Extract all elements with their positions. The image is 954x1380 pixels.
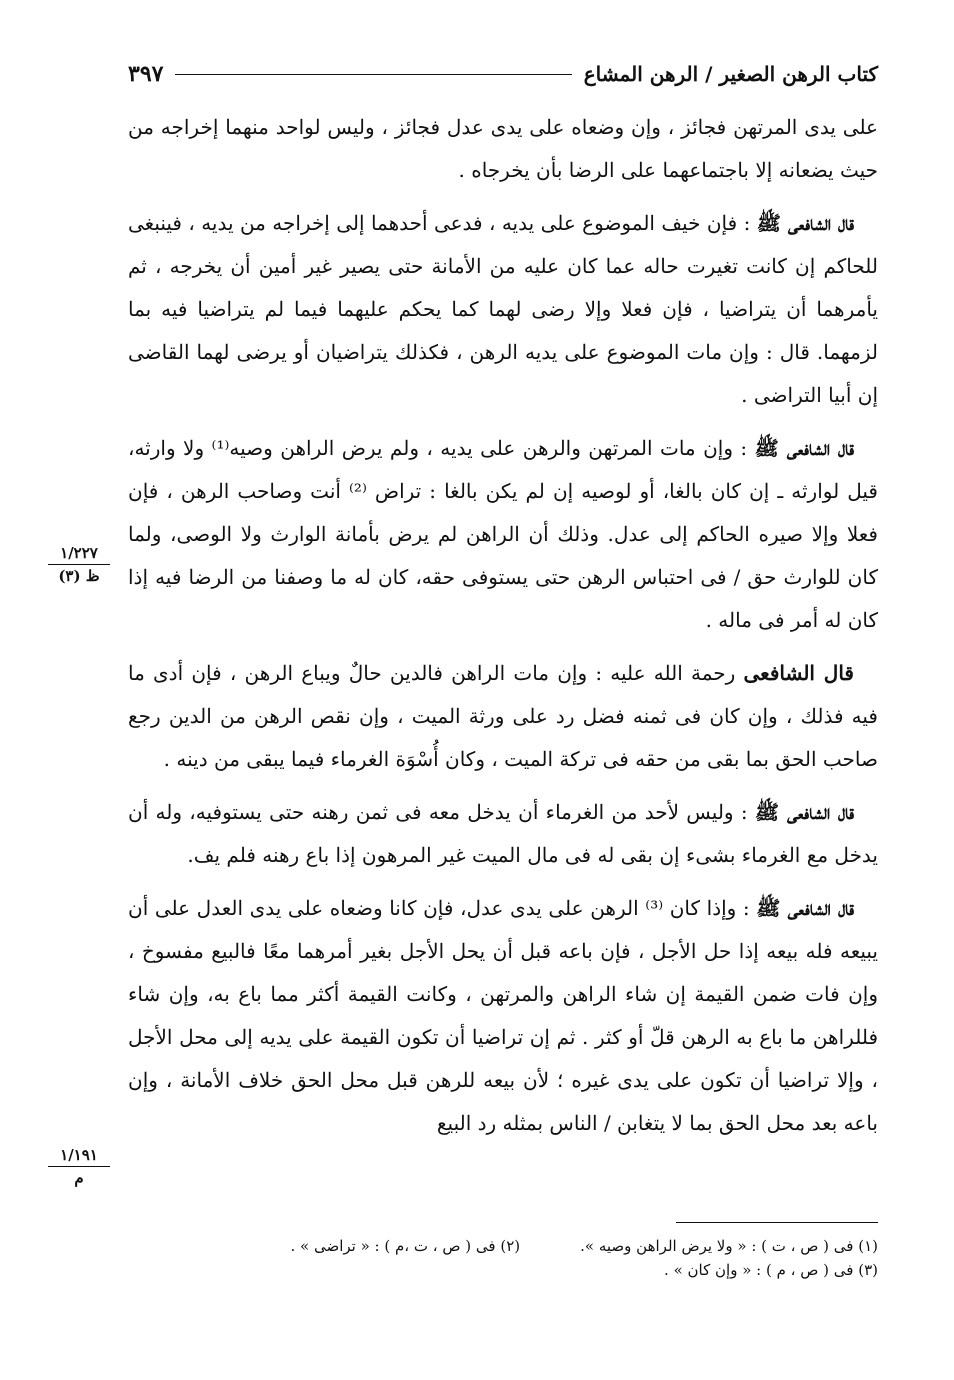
paragraph-text: : وإذا كان ⁽³⁾ الرهن على يدى عدل، فإن كانا وضعاه على يدى العدل على أن يبيعه فله بيعه إذا حل الأجل ، فإن باعه قبل أن يحل الأجل بغير أمرهما معًا فالبيع مفسوخ ، وإن فات ضمن القيمة إن شاء الراهن والمرتهن ، وكانت القيمة أكثر مما باع به، وإن شاء فللراهن ما باع به الرهن قلّ أو كثر . ثم إن تراضيا أن تكون القيمة على يديه إلى محل الأجل ، وإلا تراضيا أن تكون على يدى غيره ؛ لأن بيعه للرهن قبل محل الحق خلاف الأمانة ، وإن باعه بعد محل الحق بما لا يتغابن / الناس بمثله رد البيع <box>128 896 878 1135</box>
paragraph-text: : وإن مات المرتهن والرهن على يديه ، ولم يرض الراهن وصيه⁽¹⁾ ولا وارثه، قيل لوارثه ـ إن كان بالغا، أو لوصيه إن لم يكن بالغا : تراض ⁽²⁾ أنت وصاحب الرهن ، فإن فعلا وإلا صيره الحاكم إلى عدل. وذلك أن الراهن لم يرض بأمانة الوارث ولا الوصى، ولما كان للوارث حق / فى احتباس الرهن حتى يستوفى حقه، كان له ما وصفنا من الرضا فيه إذا كان له أمر فى ماله . <box>128 436 878 632</box>
paragraph-text: رحمة الله عليه : وإن مات الراهن فالدين حالٌ ويباع الرهن ، فإن أدى ما فيه فذلك ، وإن كان فى ثمنه فضل رد على ورثة الميت ، وإن نقص الرهن من الدين رجع صاحب الحق بما بقى من حقه فى تركة الميت ، وكان أُسْوَة الغرماء فيما يبقى من دينه . <box>128 661 878 771</box>
margin-ref-folio: ١/٢٢٧ <box>48 544 110 565</box>
main-text <box>128 106 878 1155</box>
footnote-1: (١) فى ( ص ، ت ) : « ولا يرض الراهن وصيه ». <box>580 1237 878 1255</box>
header-rule <box>175 74 571 75</box>
footnote-3: (٣) فى ( ص ، م ) : « وإن كان » . <box>664 1261 878 1279</box>
footnote-rule <box>676 1222 878 1223</box>
paragraph-speaker: قال الشافعى <box>743 661 854 685</box>
margin-reference <box>48 544 110 585</box>
footnote-2: (٢) فى ( ص ، ت ،م ) : « تراضى » . <box>290 1237 521 1255</box>
paragraph <box>128 652 878 781</box>
margin-ref-manuscript: ظ (٣) <box>58 567 100 585</box>
paragraph <box>128 427 878 642</box>
margin-reference <box>48 1146 110 1187</box>
paragraph-text: : وليس لأحد من الغرماء أن يدخل معه فى ثمن رهنه حتى يستوفيه، وله أن يدخل مع الغرماء بشىء إن بقى له فى مال الميت غير المرهون إذا باع رهنه فلم يف. <box>128 800 878 867</box>
margin-ref-manuscript: م <box>74 1169 84 1187</box>
paragraph-text: : فإن خيف الموضوع على يديه ، فدعى أحدهما إلى إخراجه من يديه ، فينبغى للحاكم إن كانت تغيرت حاله عما كان عليه من الأمانة حتى يصير غير أمين أن يخرجه ، ثم يأمرهما أن يتراضيا ، فإن فعلا وإلا رضى لهما كما يحكم عليهما فيما لم يتراضيا فيه بما لزمهما. قال : وإن مات الموضوع على يديه الرهن ، فكذلك يتراضيان أو يرضى لهما القاضى إن أبيا التراضى . <box>128 211 878 407</box>
paragraph-speaker: قال الشافعى ﷺ <box>754 436 854 460</box>
paragraph-speaker: قال الشافعى ﷺ <box>756 211 854 235</box>
paragraph <box>128 202 878 417</box>
paragraph <box>128 791 878 877</box>
page-header <box>128 58 878 90</box>
paragraph <box>128 887 878 1145</box>
running-title: كتاب الرهن الصغير / الرهن المشاع <box>583 62 878 86</box>
margin-ref-folio: ١/١٩١ <box>48 1146 110 1167</box>
paragraph-text: على يدى المرتهن فجائز ، وإن وضعاه على يدى عدل فجائز ، وليس لواحد منهما إخراجه من حيث يضعانه إلا باجتماعهما على الرضا بأن يخرجاه . <box>128 115 878 182</box>
footnotes <box>160 1234 878 1282</box>
paragraph <box>128 106 878 192</box>
paragraph-speaker: قال الشافعى ﷺ <box>754 800 854 824</box>
paragraph-speaker: قال الشافعى ﷺ <box>756 896 854 920</box>
page-number: ٣٩٧ <box>128 61 164 87</box>
